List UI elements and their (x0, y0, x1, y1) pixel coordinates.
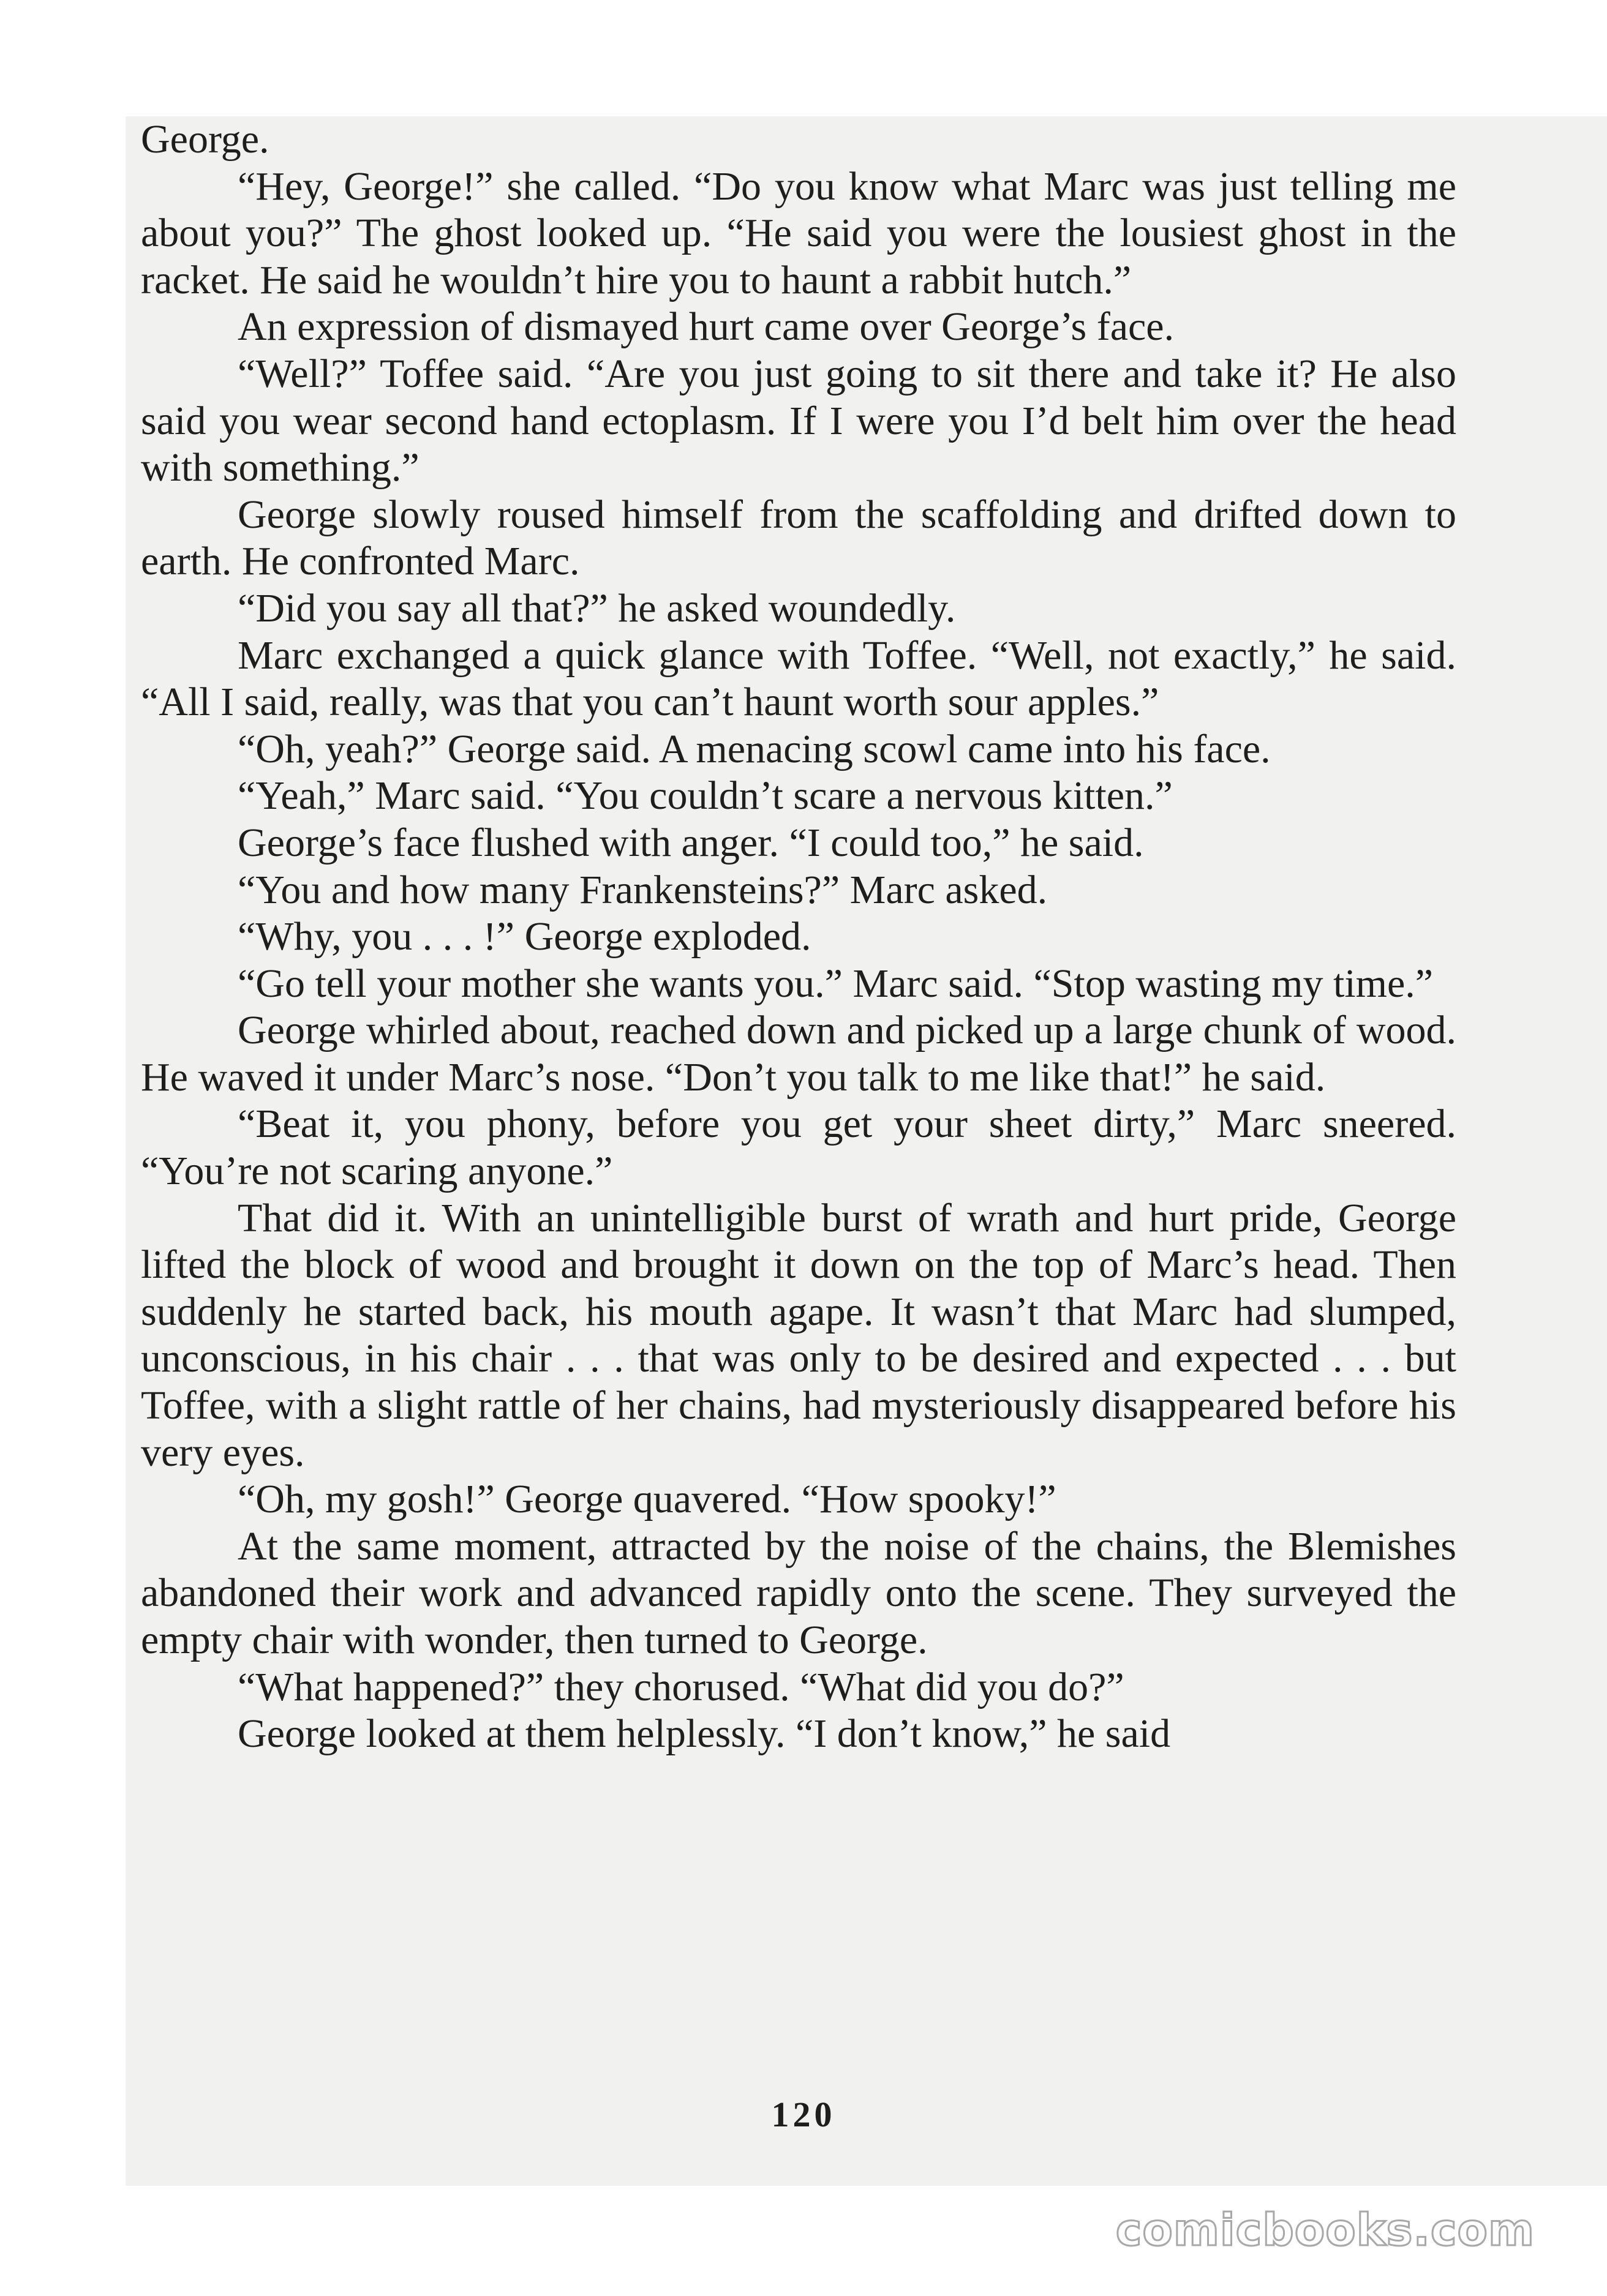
paragraph: “You and how many Frankensteins?” Marc asked. (238, 867, 1048, 912)
paragraph: George slowly roused himself from the scaffolding and drifted down to earth. He confronted Marc. (141, 492, 1456, 584)
paragraph: “Go tell your mother she wants you.” Marc said. “Stop wasting my time.” (238, 961, 1434, 1006)
paragraph: That did it. With an unintelligible burst of wrath and hurt pride, George lifted the block of wood and brought it down on the top of Marc’s head. Then suddenly he started back, his mouth agape. It wasn’t that Marc had slumped, unconscious, in his chair . . . that was only to be desired and expected . . . but Toffee, with a slight rattle of her chains, had mysteriously disappeared before his very eyes. (141, 1195, 1456, 1475)
paragraph: George. (141, 117, 269, 162)
paragraph: “Why, you . . . !” George exploded. (238, 914, 811, 959)
site-watermark: comicbooks.com (1115, 2204, 1535, 2256)
paragraph: “Beat it, you phony, before you get your sheet dirty,” Marc sneered. “You’re not scaring anyone.” (141, 1101, 1456, 1194)
paragraph: George’s face flushed with anger. “I could too,” he said. (238, 820, 1144, 865)
paragraph: An expression of dismayed hurt came over George’s face. (238, 304, 1175, 350)
paragraph: “Did you say all that?” he asked woundedly. (238, 585, 956, 631)
paragraph: George whirled about, reached down and picked up a large chunk of wood. He waved it under Marc’s nose. “Don’t you talk to me like that!” he said. (141, 1008, 1456, 1100)
paragraph: “Oh, yeah?” George said. A menacing scowl came into his face. (238, 726, 1271, 771)
paragraph: “Yeah,” Marc said. “You couldn’t scare a nervous kitten.” (238, 773, 1173, 819)
paragraph: “Well?” Toffee said. “Are you just going to sit there and take it? He also said you wear second hand ectoplasm. If I were you I’d belt him over the head with something.” (141, 351, 1456, 490)
paragraph: Marc exchanged a quick glance with Toffee. “Well, not exactly,” he said. “All I said, really, was that you can’t haunt worth sour apples.” (141, 632, 1456, 725)
paragraph: “Oh, my gosh!” George quavered. “How spooky!” (238, 1477, 1056, 1522)
paragraph: “What happened?” they chorused. “What did you do?” (238, 1664, 1124, 1709)
paragraph: George looked at them helplessly. “I don’t know,” he said (238, 1711, 1171, 1757)
page-number: 120 (771, 2095, 836, 2134)
story-text (141, 116, 1456, 1758)
paragraph: At the same moment, attracted by the noise of the chains, the Blemishes abandoned their work and advanced rapidly onto the scene. They surveyed the empty chair with wonder, then turned to George. (141, 1523, 1456, 1662)
paragraph: “Hey, George!” she called. “Do you know what Marc was just telling me about you?” The ghost looked up. “He said you were the lousiest ghost in the racket. He said he wouldn’t hire you to haunt a rabbit hutch.” (141, 163, 1456, 302)
